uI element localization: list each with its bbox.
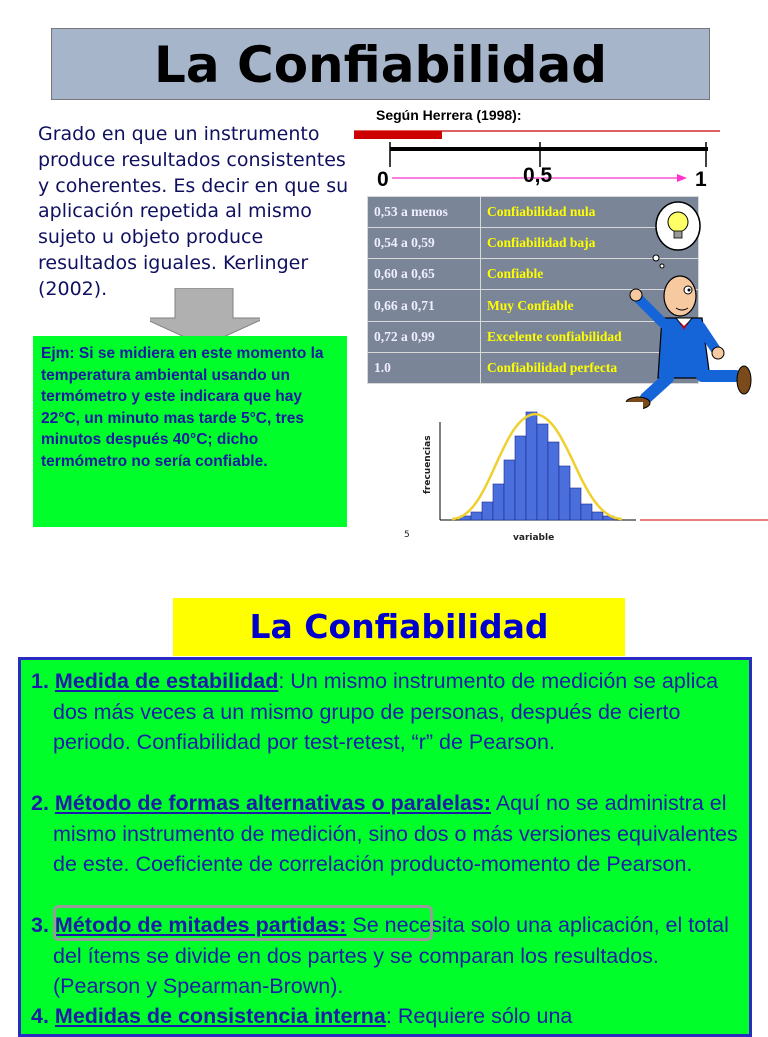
leg xyxy=(646,378,668,398)
item-text: Requiere sólo una xyxy=(397,1004,573,1028)
scale-label-0: 0 xyxy=(377,168,389,191)
slide-number: 5 xyxy=(404,530,410,540)
item-number: 4. xyxy=(31,1004,49,1028)
list-item xyxy=(31,1001,743,1032)
level-cell: Excelente confiabilidad xyxy=(481,321,699,352)
item-heading: Medida de estabilidad xyxy=(54,669,279,693)
item-heading: Método de mitades partidas: xyxy=(54,913,347,937)
item-separator: : xyxy=(278,669,291,693)
range-cell: 0,54 a 0,59 xyxy=(368,228,481,259)
scale-source: Según Herrera (1998): xyxy=(376,107,522,123)
methods-box xyxy=(18,657,752,1037)
item-number: 3. xyxy=(31,913,49,937)
example-box: Ejm: Si se midiera en este momento la temperatura ambiental usando un termómetro y este indicara que hay 22°C, un minuto mas tarde 5°C, tres minutos después 40°C; dicho termómetro no sería confiable. xyxy=(33,336,347,527)
level-cell: Confiable xyxy=(481,259,699,290)
arm xyxy=(638,298,664,324)
definition-text: Grado en que un instrumento produce resultados consistentes y coherentes. Es decir en que su aplicación repetida al mismo sujeto u objeto produce resultados iguales. Kerlinger (2002). xyxy=(38,123,349,300)
item-text: Se necesita solo una aplicación, el total del ítems se divide en dos partes y se comparan los resultados. (Pearson y Spearman-Brown). xyxy=(53,913,729,998)
highlight-frame xyxy=(53,905,433,941)
scale-label-1: 1 xyxy=(695,168,707,191)
item-separator: : xyxy=(385,1004,398,1028)
range-cell: 0,53 a menos xyxy=(368,197,481,228)
histogram-xlabel: variable xyxy=(513,533,555,543)
level-cell: Muy Confiable xyxy=(481,290,699,321)
level-cell: Confiabilidad nula xyxy=(481,197,699,228)
level-cell: Confiabilidad perfecta xyxy=(481,352,699,383)
scale-red-bar xyxy=(354,131,442,139)
histogram-right-line xyxy=(640,518,768,522)
range-cell: 0,66 a 0,71 xyxy=(368,290,481,321)
histogram-ylabel: frecuencias xyxy=(423,435,433,494)
range-cell: 1.0 xyxy=(368,352,481,383)
range-cell: 0,72 a 0,99 xyxy=(368,321,481,352)
list-item xyxy=(31,788,743,880)
histogram-illustration xyxy=(400,402,643,548)
scale-arrow-head xyxy=(677,174,687,182)
range-cell: 0,60 a 0,65 xyxy=(368,259,481,290)
scale-label-mid: 0,5 xyxy=(523,164,553,187)
item-heading: Método de formas alternativas o paralelas: xyxy=(54,791,492,815)
item-number: 2. xyxy=(31,791,49,815)
running-man-illustration xyxy=(618,198,758,418)
lightbulb-icon xyxy=(653,202,700,268)
item-number: 1. xyxy=(31,669,49,693)
item-text: Un mismo instrumento de medición se aplica dos más veces a un mismo grupo de personas, después de cierto periodo. Confiabilidad por test-retest, “r” de Pearson. xyxy=(53,669,719,754)
level-cell: Confiabilidad baja xyxy=(481,228,699,259)
item-text: Aquí no se administra el mismo instrumento de medición, sino dos o más versiones equivalentes de este. Coeficiente de correlación producto-momento de Pearson. xyxy=(53,791,738,876)
slide-title: La Confiabilidad xyxy=(51,28,710,100)
slide-2-title: La Confiabilidad xyxy=(173,598,625,656)
list-item xyxy=(31,666,743,758)
item-heading: Medidas de consistencia interna xyxy=(54,1004,386,1028)
